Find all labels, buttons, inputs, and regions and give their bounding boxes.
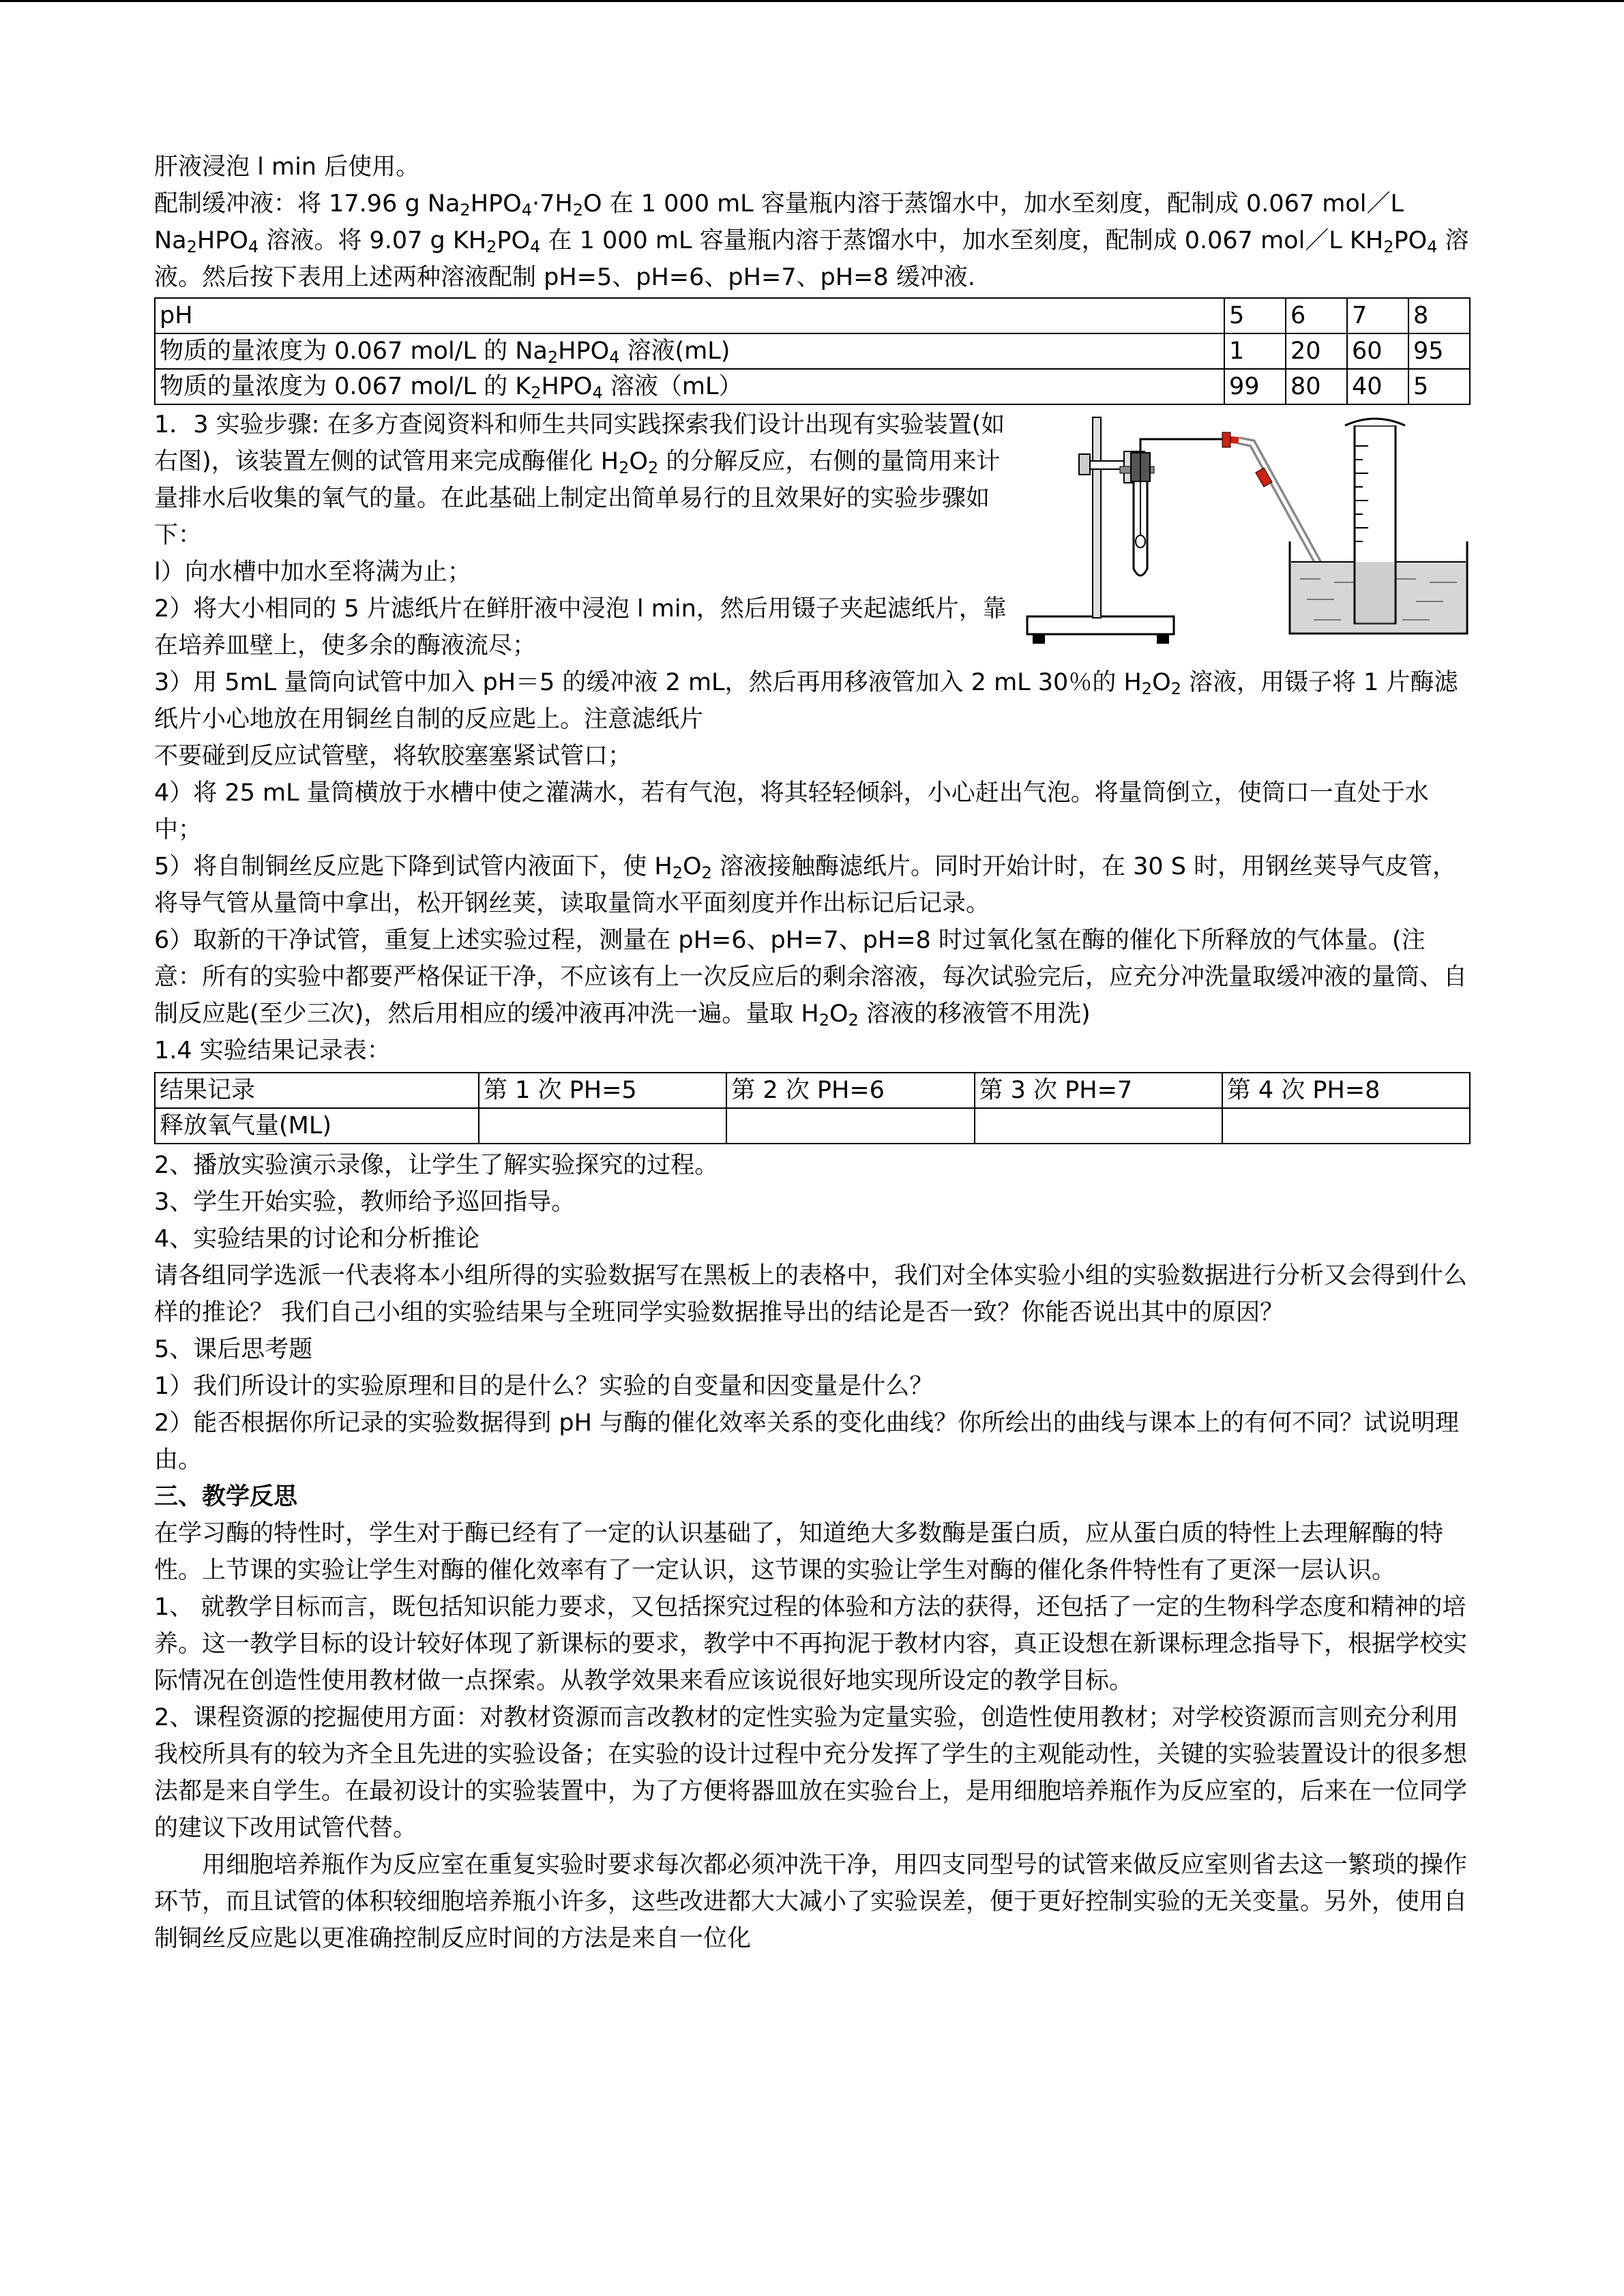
table-row	[155, 1108, 1470, 1144]
section-heading: 三、教学反思	[154, 1483, 298, 1510]
table-cell: 1	[1224, 333, 1286, 369]
question-2: 2）能否根据你所记录的实验数据得到 pH 与酶的催化效率关系的变化曲线？你所绘出的曲线与课本上的有何不同？试说明理由。	[154, 1410, 1460, 1474]
table-header-cell: 结果记录	[155, 1073, 479, 1108]
table-cell: 40	[1347, 369, 1408, 404]
table-cell	[975, 1108, 1222, 1144]
table-cell: pH	[155, 298, 1224, 333]
paragraph: 1、 就教学目标而言，既包括知识能力要求，又包括探究过程的体验和方法的获得，还包括了一定的生物科学态度和精神的培养。这一教学目标的设计较好体现了新课标的要求，教学中不再拘泥于教材内容，真正设想在新课标理念指导下，根据学校实际情况在创造性使用教材做一点探索。从教学效果来看应该说很好地实现所设定的教学目标。	[154, 1594, 1468, 1695]
results-table	[154, 1072, 1471, 1144]
table-cell: 80	[1286, 369, 1347, 404]
table-cell: 99	[1224, 369, 1286, 404]
table-header-cell: 第 3 次 PH=7	[975, 1073, 1222, 1108]
table-row	[155, 369, 1470, 404]
table-cell: 5	[1408, 369, 1470, 404]
table-header-cell: 第 2 次 PH=6	[726, 1073, 974, 1108]
paragraph: 用细胞培养瓶作为反应室在重复实验时要求每次都必须冲洗干净，用四支同型号的试管来做反应室则省去这一繁琐的操作环节，而且试管的体积较细胞培养瓶小许多，这些改进都大大减小了实验误差，便于更好控制实验的无关变量。另外，使用自制铜丝反应匙以更准确控制反应时间的方法是来自一位化	[154, 1851, 1468, 1952]
table-cell	[1222, 1108, 1470, 1144]
top-border	[0, 0, 1624, 2]
table-cell: 释放氧气量(ML)	[155, 1108, 479, 1144]
list-item: 2、播放实验演示录像，让学生了解实验探究的过程。	[154, 1152, 719, 1179]
table-cell: 60	[1347, 333, 1408, 369]
table-cell: 6	[1286, 298, 1347, 333]
paragraph: 请各组同学选派一代表将本小组所得的实验数据写在黑板上的表格中，我们对全体实验小组的实验数据进行分析又会得到什么样的推论？ 我们自己小组的实验结果与全班同学实验数据推导出的结论是否一致？你能否说出其中的原因？	[154, 1262, 1468, 1326]
step-6: 6）取新的干净试管，重复上述实验过程，测量在 pH=6、pH=7、pH=8 时过氧化氢在酶的催化下所释放的气体量。(注意：所有的实验中都要严格保证干净，不应该有上一次反应后的剩余溶液，每次试验完后，应充分冲洗量取缓冲液的量筒、自制反应匙(至少三次)，然后用相应的缓冲液再冲洗一遍。量取 $H_2O_2$ 溶液的移液管不用洗)	[154, 927, 1468, 1030]
step-heading-paragraph: 1．3 实验步骤: 在多方查阅资料和师生共同实践探索我们设计出现有实验装置(如右图)，该装置左侧的试管用来完成酶催化 $H_2O_2$ 的分解反应，右侧的量筒用来计量排水后收集的氧气的量。在此基础上制定出简单易行的且效果好的实验步骤如下：	[154, 411, 1005, 549]
step-2: 2）将大小相同的 5 片滤纸片在鲜肝液中浸泡 l min，然后用镊子夹起滤纸片，靠在培养皿壁上，使多余的酶液流尽；	[154, 595, 1007, 659]
paragraph: 在学习酶的特性时，学生对于酶已经有了一定的认识基础了，知道绝大多数酶是蛋白质，应从蛋白质的特性上去理解酶的特性。上节课的实验让学生对酶的催化效率有了一定认识，这节课的实验让学生对酶的催化条件特性有了更深一层认识。	[154, 1520, 1444, 1584]
table-row	[155, 298, 1470, 333]
list-item: 3、学生开始实验，教师给予巡回指导。	[154, 1189, 576, 1216]
table-row	[155, 1073, 1470, 1108]
paragraph: 肝液浸泡 l min 后使用。	[154, 153, 420, 181]
question-1: 1）我们所设计的实验原理和目的是什么？实验的自变量和因变量是什么？	[154, 1373, 934, 1400]
section-heading: 1.4 实验结果记录表：	[154, 1037, 391, 1064]
step-1: l）向水槽中加水至将满为止；	[154, 558, 471, 586]
step-5: 5）将自制铜丝反应匙下降到试管内液面下，使 $H_2O_2$ 溶液接触酶滤纸片。同时开始计时，在 30 S 时，用钢丝荚导气皮管，将导气管从量筒中拿出，松开钢丝荚，读取量筒水平面刻度并作出标记后记录。	[154, 853, 1457, 917]
step-3-continued: 不要碰到反应试管壁，将软胶塞塞紧试管口；	[154, 743, 632, 770]
list-item: 5、课后思考题	[154, 1336, 313, 1363]
buffer-prep-paragraph: 配制缓冲液：将 17.96 g $Na_2HPO_4\cdot 7H_2O$ 在 1 000 mL 容量瓶内溶于蒸馏水中，加水至刻度，配制成 0.067 mol／L $Na_2HPO_4$ 溶液。将 9.07 g $KH_2PO_4$ 在 1 000 mL 容量瓶内溶于蒸馏水中，加水至刻度，配制成 0.067 mol／L $KH_2PO_4$ 溶液。然后按下表用上述两种溶液配制 pH=5、pH=6、pH=7、pH=8 缓冲液.	[154, 190, 1469, 291]
table-cell: 8	[1408, 298, 1470, 333]
table-row	[155, 333, 1470, 369]
apparatus-figure	[1020, 412, 1471, 651]
steps-with-figure	[154, 406, 1471, 664]
table-header-cell: 第 4 次 PH=8	[1222, 1073, 1470, 1108]
table-cell: 7	[1347, 298, 1408, 333]
table-cell: 物质的量浓度为 0.067 mol/L 的 $K_2HPO_4$ 溶液（mL）	[155, 369, 1224, 404]
list-item: 4、实验结果的讨论和分析推论	[154, 1225, 480, 1253]
table-cell: 物质的量浓度为 0.067 mol/L 的 $Na_2HPO_4$ 溶液(mL)	[155, 333, 1224, 369]
step-3: 3）用 5mL 量筒向试管中加入 pH＝5 的缓冲液 2 mL，然后再用移液管加入 2 mL 30％的 $H_2O_2$ 溶液，用镊子将 1 片酶滤纸片小心地放在用铜丝自制的反应匙上。注意滤纸片	[154, 669, 1458, 733]
paragraph: 2、课程资源的挖掘使用方面：对教材资源而言改教材的定性实验为定量实验，创造性使用教材；对学校资源而言则充分利用我校所具有的较为齐全且先进的实验设备；在实验的设计过程中充分发挥了学生的主观能动性，关键的实验装置设计的很多想法都是来自学生。在最初设计的实验装置中，为了方便将器皿放在实验台上，是用细胞培养瓶作为反应室的，后来在一位同学的建议下改用试管代替。	[154, 1704, 1468, 1842]
table-cell: 95	[1408, 333, 1470, 369]
table-cell	[726, 1108, 974, 1144]
table-header-cell: 第 1 次 PH=5	[479, 1073, 726, 1108]
buffer-table	[154, 297, 1471, 405]
step-4: 4）将 25 mL 量筒横放于水槽中使之灌满水，若有气泡，将其轻轻倾斜，小心赶出气泡。将量筒倒立，使筒口一直处于水中；	[154, 779, 1429, 844]
table-cell	[479, 1108, 726, 1144]
table-cell: 20	[1286, 333, 1347, 369]
document-page	[154, 149, 1471, 1957]
table-cell: 5	[1224, 298, 1286, 333]
